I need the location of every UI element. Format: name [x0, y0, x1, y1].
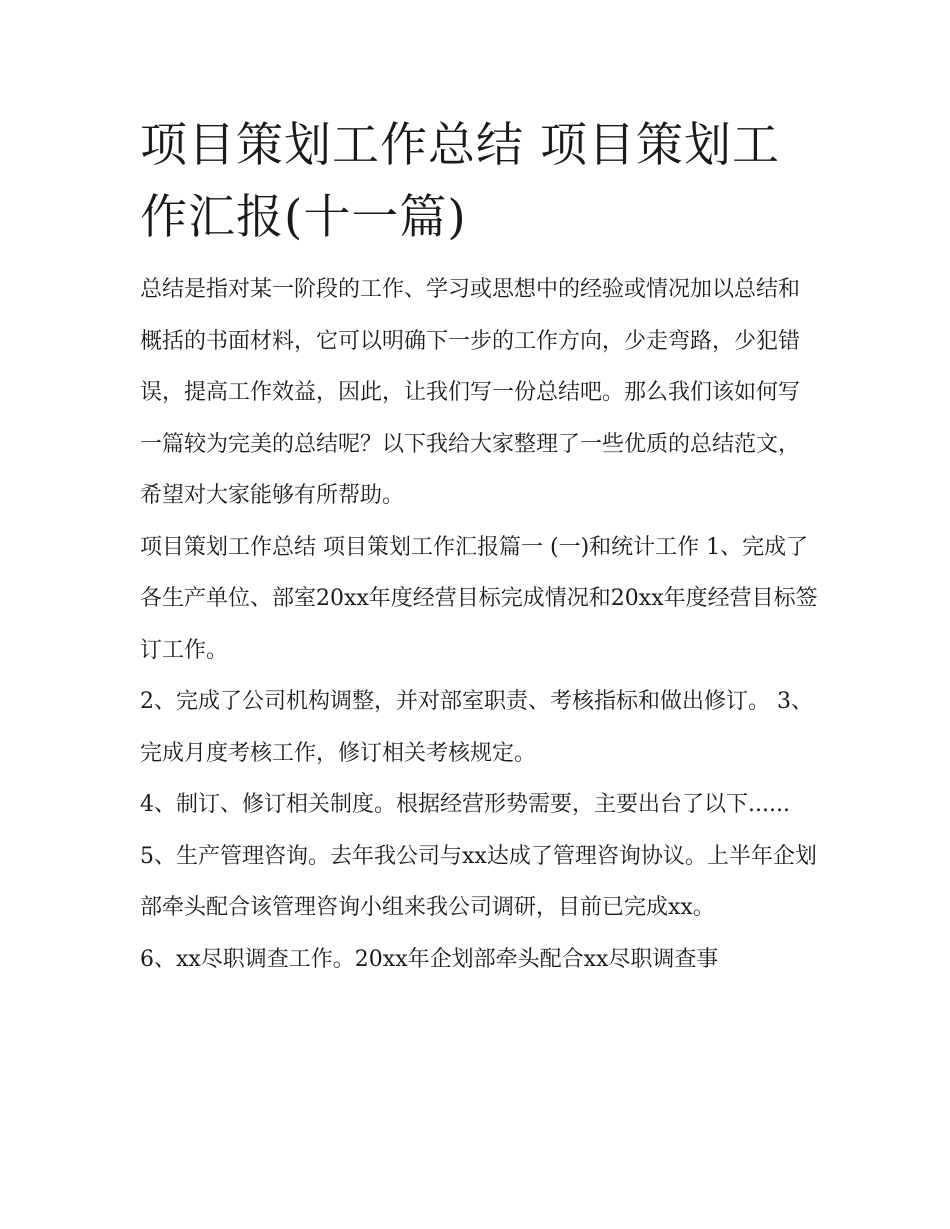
intro-paragraph: 总结是指对某一阶段的工作、学习或思想中的经验或情况加以总结和概括的书面材料，它可以明确下一步的工作方向，少走弯路，少犯错误，提高工作效益，因此，让我们写一份总结吧。那么我们该如何写一篇较为完美的总结呢？以下我给大家整理了一些优质的总结范文，希望对大家能够有所帮助。	[140, 277, 801, 508]
title-line-2: 作汇报(十一篇)	[140, 190, 467, 245]
body-paragraph-1: 项目策划工作总结 项目策划工作汇报篇一 (一)和统计工作 1、完成了各生产单位、部室20xx年度经营目标完成情况和20xx年度经营目标签订工作。	[140, 534, 818, 663]
body-paragraph-2: 2、完成了公司机构调整，并对部室职责、考核指标和做出修订。 3、完成月度考核工作，修订相关考核规定。	[140, 689, 813, 766]
document-title	[140, 110, 820, 254]
title-line-1: 项目策划工作总结 项目策划工	[140, 118, 780, 173]
body-paragraph-4: 5、生产管理咨询。去年我公司与xx达成了管理咨询协议。上半年企划部牵头配合该管理咨询小组来我公司调研，目前已完成xx。	[140, 843, 817, 920]
document-page	[140, 110, 820, 985]
body-paragraph-3: 4、制订、修订相关制度。根据经营形势需要，主要出台了以下......	[140, 792, 790, 817]
body-paragraph-5: 6、xx尽职调查工作。20xx年企划部牵头配合xx尽职调查事	[140, 946, 719, 972]
